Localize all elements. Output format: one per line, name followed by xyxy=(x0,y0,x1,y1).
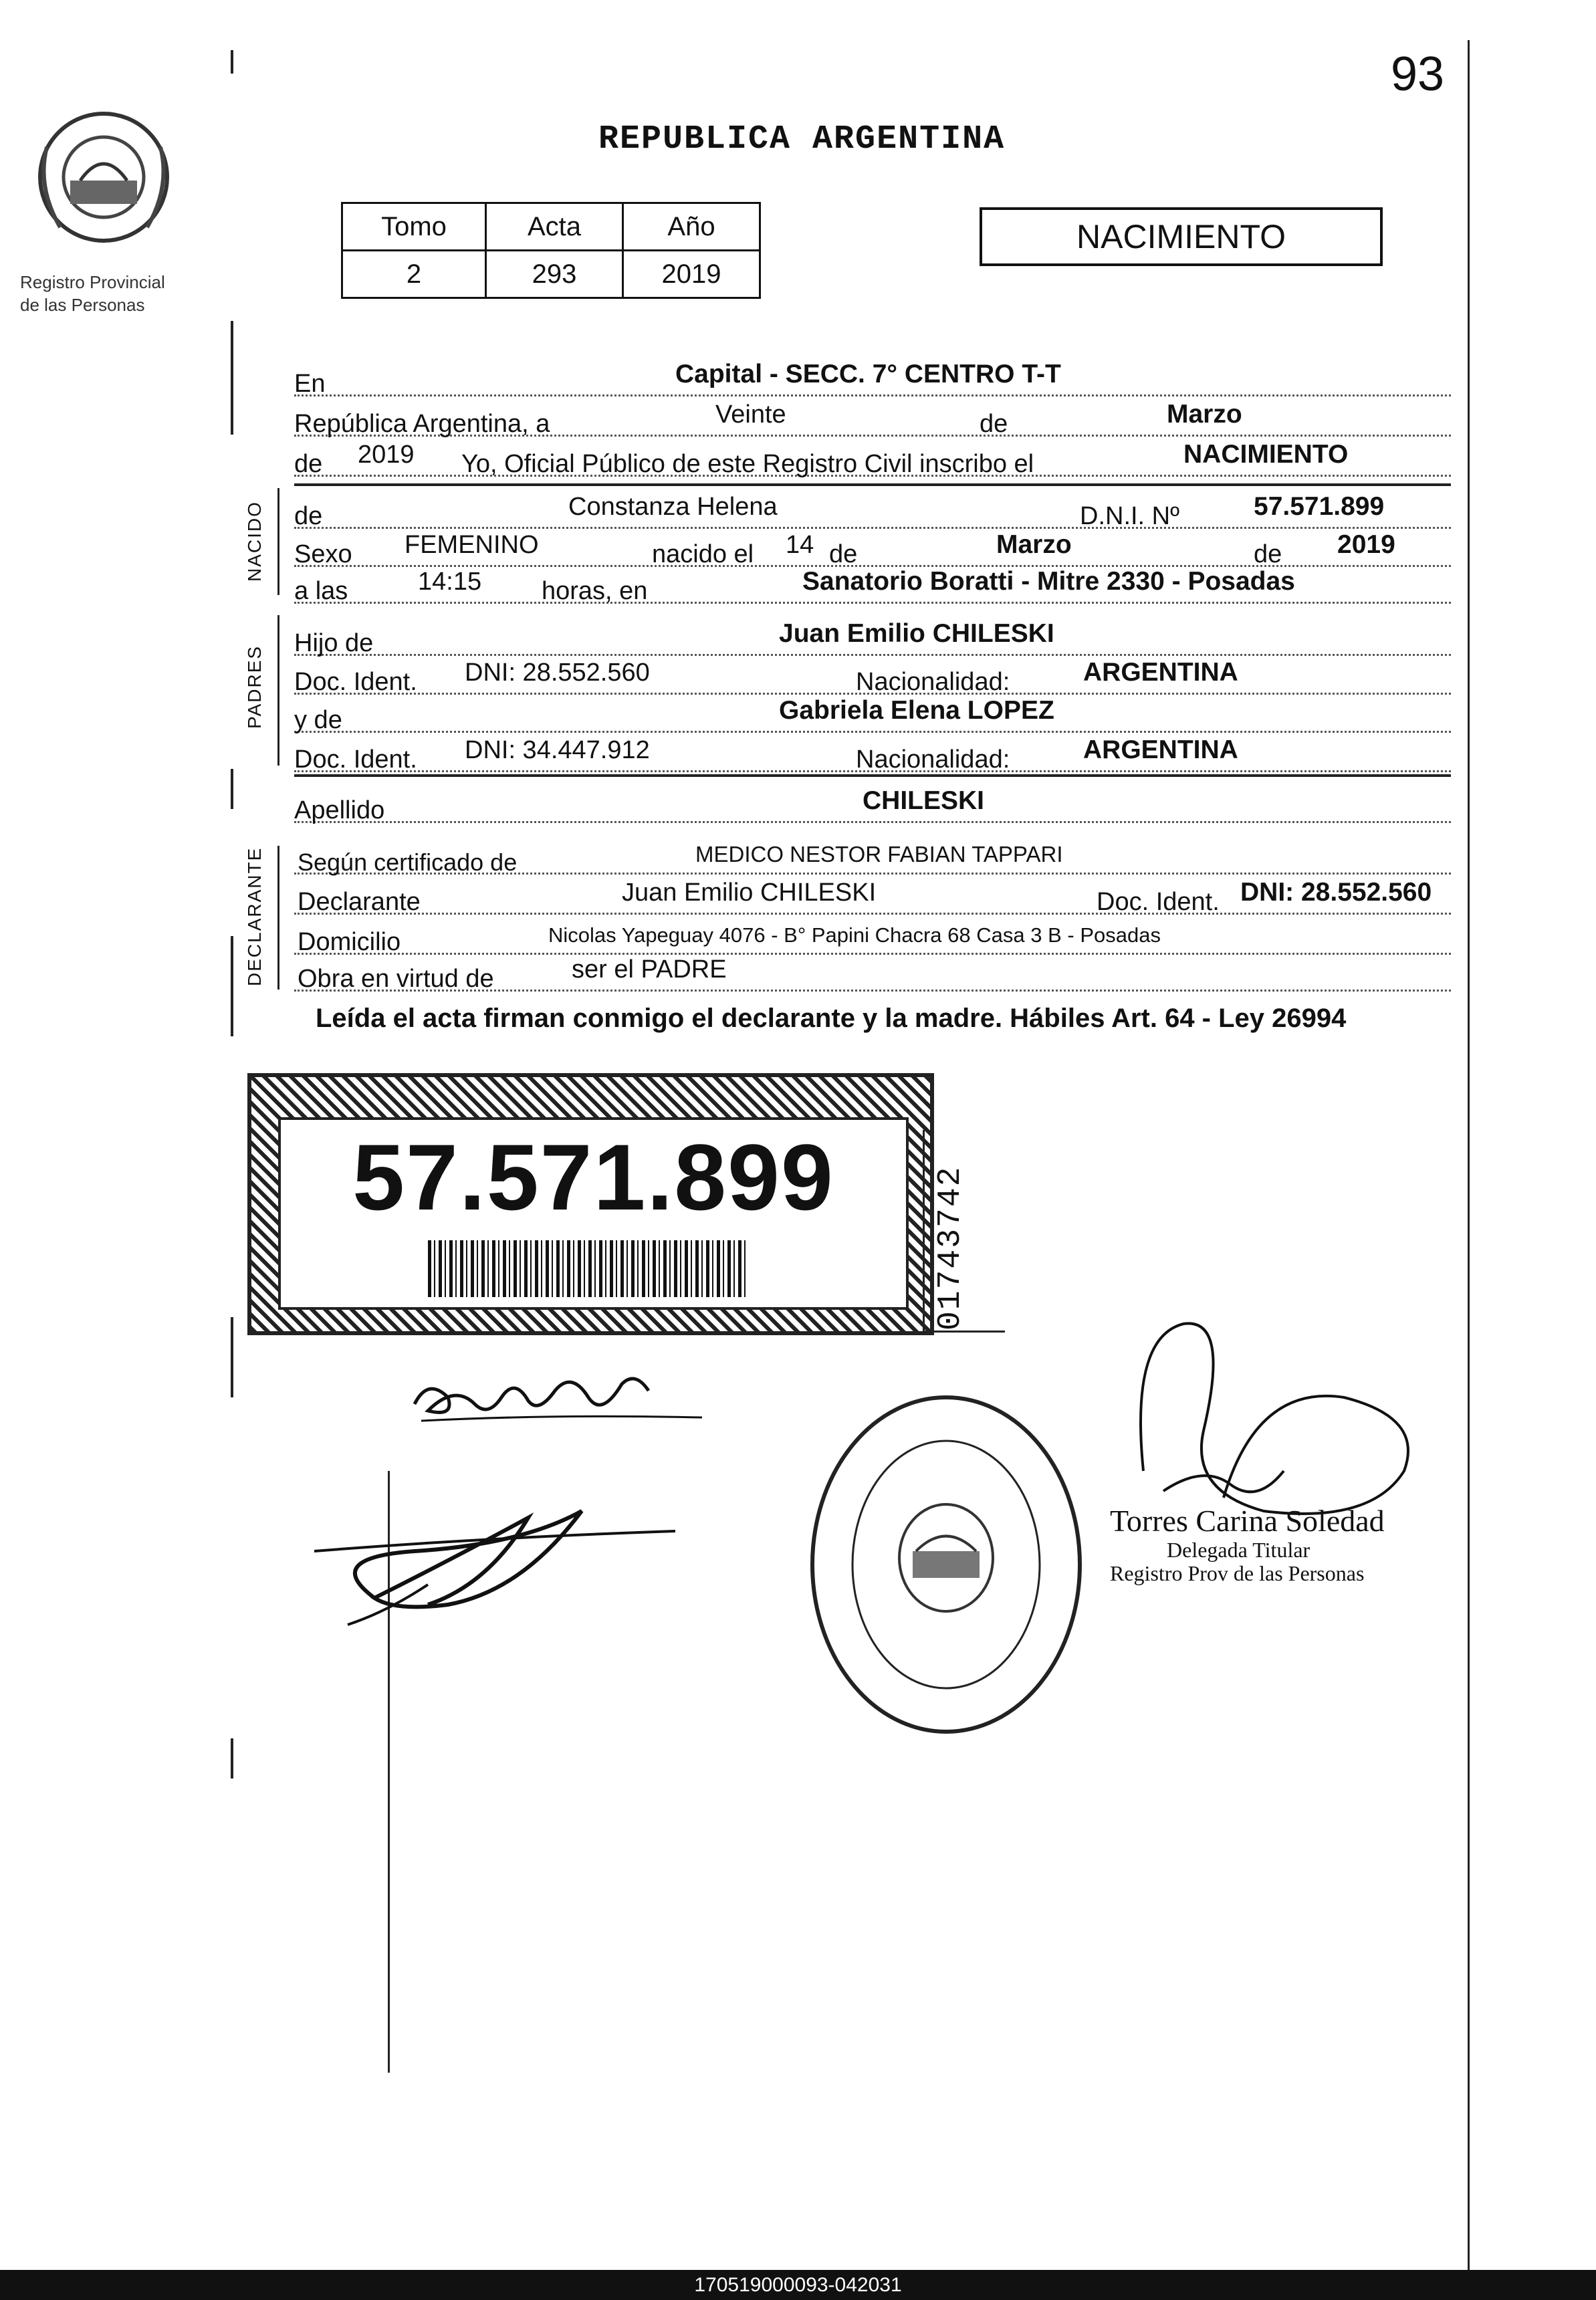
side-label-declarante: DECLARANTE xyxy=(244,846,265,986)
section-divider xyxy=(294,483,1451,486)
card-dni-number: 57.571.899 xyxy=(352,1125,834,1230)
field-value: Marzo xyxy=(996,530,1072,559)
section-divider xyxy=(294,774,1451,777)
field-label: Nacionalidad: xyxy=(856,745,1010,774)
field-value: FEMENINO xyxy=(405,531,539,559)
side-bar xyxy=(277,488,279,595)
field-label: En xyxy=(294,370,326,398)
acta-type-box: NACIMIENTO xyxy=(980,207,1383,266)
table-cell: 293 xyxy=(486,251,623,298)
signature-declarant xyxy=(308,1491,682,1658)
field-label: Apellido xyxy=(294,796,385,824)
field-value: Marzo xyxy=(1167,400,1242,429)
legal-note: Leída el acta firman conmigo el declarante y la madre. Hábiles Art. 64 - Ley 26994 xyxy=(316,1004,1347,1033)
margin-mark xyxy=(231,769,233,809)
field-label: de xyxy=(980,410,1008,438)
field-value: DNI: 28.552.560 xyxy=(1240,878,1432,907)
field-label: y de xyxy=(294,706,342,734)
margin-mark xyxy=(231,936,233,1036)
margin-mark xyxy=(231,50,233,74)
field-value: Nicolas Yapeguay 4076 - B° Papini Chacra 68 Casa 3 B - Posadas xyxy=(548,923,1161,947)
side-label-nacido: NACIDO xyxy=(244,501,265,582)
field-label: a las xyxy=(294,577,348,605)
field-label: Doc. Ident. xyxy=(1097,888,1220,916)
field-value: ARGENTINA xyxy=(1083,735,1238,764)
table-cell: 2019 xyxy=(623,251,760,298)
document-title: REPUBLICA ARGENTINA xyxy=(598,120,1006,158)
field-value: Sanatorio Boratti - Mitre 2330 - Posadas xyxy=(802,567,1295,596)
field-value: ser el PADRE xyxy=(572,955,727,984)
side-label-padres: PADRES xyxy=(244,645,265,729)
form-row-madre-doc xyxy=(294,730,1451,772)
field-label: Hijo de xyxy=(294,629,374,657)
field-label: Doc. Ident. xyxy=(294,745,417,774)
card-serial: 01743742 xyxy=(933,1165,969,1331)
field-value: CHILESKI xyxy=(863,786,985,815)
form-row-inscribe xyxy=(294,435,1451,477)
field-label: horas, en xyxy=(542,577,648,605)
field-label: Nacionalidad: xyxy=(856,668,1010,696)
field-value: DNI: 34.447.912 xyxy=(465,736,650,764)
official-title: Delegada Titular xyxy=(1167,1538,1310,1562)
field-label: Declarante xyxy=(298,888,421,916)
field-label: República Argentina, a xyxy=(294,410,550,438)
form-row-domicilio xyxy=(294,913,1451,955)
official-seal xyxy=(806,1391,1087,1738)
field-label: Domicilio xyxy=(298,928,401,956)
field-value: Juan Emilio CHILESKI xyxy=(622,879,877,907)
field-value: 2019 xyxy=(1337,530,1395,559)
field-label: Sexo xyxy=(294,540,352,568)
table-header: Tomo xyxy=(342,203,486,251)
card-inner xyxy=(278,1117,909,1310)
field-value: Capital - SECC. 7° CENTRO T-T xyxy=(675,360,1061,388)
field-label: de xyxy=(829,540,858,568)
field-value: 14:15 xyxy=(418,568,482,596)
margin-mark xyxy=(231,1317,233,1397)
field-value: Juan Emilio CHILESKI xyxy=(779,619,1054,648)
field-value: 57.571.899 xyxy=(1254,492,1385,521)
field-label: Doc. Ident. xyxy=(294,668,417,696)
form-row-padre xyxy=(294,614,1451,656)
acta-table xyxy=(341,202,761,299)
form-row-padre-doc xyxy=(294,653,1451,695)
field-value: 2019 xyxy=(358,441,415,469)
form-row-apellido xyxy=(294,781,1451,823)
dni-number-card xyxy=(247,1073,934,1335)
provincial-crest-logo xyxy=(33,107,174,254)
field-label: Obra en virtud de xyxy=(298,965,494,993)
table-header: Acta xyxy=(486,203,623,251)
field-value: MEDICO NESTOR FABIAN TAPPARI xyxy=(695,842,1063,867)
table-cell: 2 xyxy=(342,251,486,298)
field-label: de xyxy=(294,502,323,530)
field-value: ARGENTINA xyxy=(1083,658,1238,687)
field-value: 14 xyxy=(786,531,814,559)
signature-mother xyxy=(401,1364,709,1444)
official-office: Registro Prov de las Personas xyxy=(1110,1561,1365,1585)
field-value: Gabriela Elena LOPEZ xyxy=(779,696,1054,725)
table-header: Año xyxy=(623,203,760,251)
form-row-en xyxy=(294,354,1451,396)
field-label: nacido el xyxy=(652,540,754,568)
side-bar xyxy=(277,846,279,990)
form-row-obra xyxy=(294,949,1451,992)
barcode xyxy=(428,1240,749,1297)
form-row-madre xyxy=(294,691,1451,733)
margin-mark xyxy=(231,1738,233,1778)
field-label: de xyxy=(1254,540,1282,568)
field-label: Yo, Oficial Público de este Registro Civil inscribo el xyxy=(461,450,1034,478)
page-number: 93 xyxy=(1391,47,1445,101)
registro-label: Registro Provincial de las Personas xyxy=(20,272,165,315)
form-row-fecha xyxy=(294,394,1451,437)
side-bar xyxy=(277,615,279,766)
form-row-lugar xyxy=(294,562,1451,604)
field-value: Veinte xyxy=(715,400,786,429)
field-label: Según certificado de xyxy=(298,848,518,876)
margin-mark xyxy=(231,321,233,435)
field-value: DNI: 28.552.560 xyxy=(465,659,650,687)
footer-code: 170519000093-042031 xyxy=(0,2270,1596,2300)
form-row-nombre xyxy=(294,487,1451,529)
field-label: de xyxy=(294,450,323,478)
field-value: NACIMIENTO xyxy=(1183,440,1349,469)
field-label: D.N.I. Nº xyxy=(1080,502,1179,530)
form-row-sexo xyxy=(294,525,1451,567)
right-margin-line xyxy=(1468,40,1470,2273)
form-row-declarante xyxy=(294,873,1451,915)
field-value: Constanza Helena xyxy=(568,493,778,521)
form-row-certificado xyxy=(294,832,1451,875)
official-name: Torres Carina Soledad xyxy=(1110,1504,1385,1538)
